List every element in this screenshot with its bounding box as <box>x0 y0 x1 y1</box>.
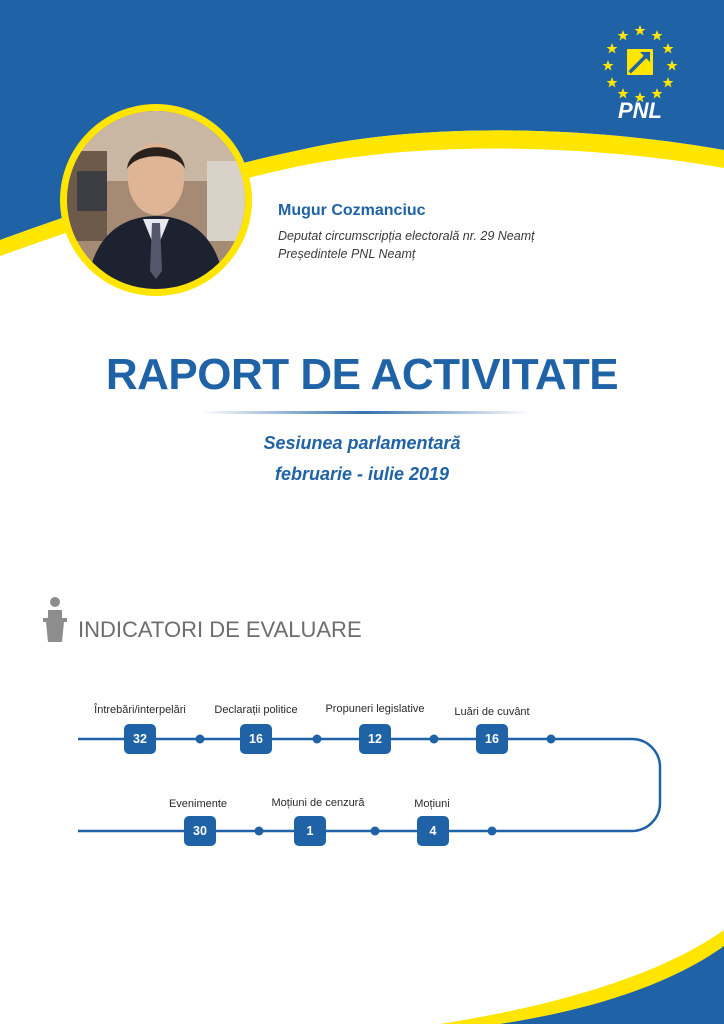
track-dot <box>371 827 380 836</box>
indicator-value-motions: 4 <box>417 816 449 846</box>
indicator-value-speeches: 16 <box>476 724 508 754</box>
indicator-label-questions: Întrebări/interpelări <box>94 704 186 716</box>
pnl-logo-text: PNL <box>618 98 662 123</box>
deputy-role-line1: Deputat circumscripția electorală nr. 29 Neamț <box>278 229 535 243</box>
track-dot <box>430 735 439 744</box>
indicator-label-motions: Moțiuni <box>414 798 450 810</box>
session-line1: Sesiunea parlamentară <box>263 433 461 453</box>
indicator-label-events: Evenimente <box>168 798 228 810</box>
indicator-label-censure-motions: Moțiuni de cenzură <box>271 797 365 809</box>
indicator-label-legislative: Propuneri legislative <box>325 703 425 715</box>
indicator-value-events: 30 <box>184 816 216 846</box>
indicator-value-legislative: 12 <box>359 724 391 754</box>
track-dot <box>255 827 264 836</box>
indicator-value-declarations: 16 <box>240 724 272 754</box>
report-title: RAPORT DE ACTIVITATE <box>105 350 619 399</box>
deputy-role-line2: Președintele PNL Neamț <box>278 247 416 261</box>
indicator-value-censure-motions: 1 <box>294 816 326 846</box>
indicators-title: INDICATORI DE EVALUARE <box>78 617 362 642</box>
track-dot <box>547 735 556 744</box>
indicator-label-speeches: Luări de cuvânt <box>454 706 530 718</box>
session-line2: februarie - iulie 2019 <box>274 464 450 484</box>
track-dot <box>196 735 205 744</box>
track-dot <box>488 827 497 836</box>
track-dot <box>313 735 322 744</box>
deputy-name: Mugur Cozmanciuc <box>278 202 426 219</box>
indicator-label-declarations: Declarații politice <box>214 704 298 716</box>
indicator-value-questions: 32 <box>124 724 156 754</box>
